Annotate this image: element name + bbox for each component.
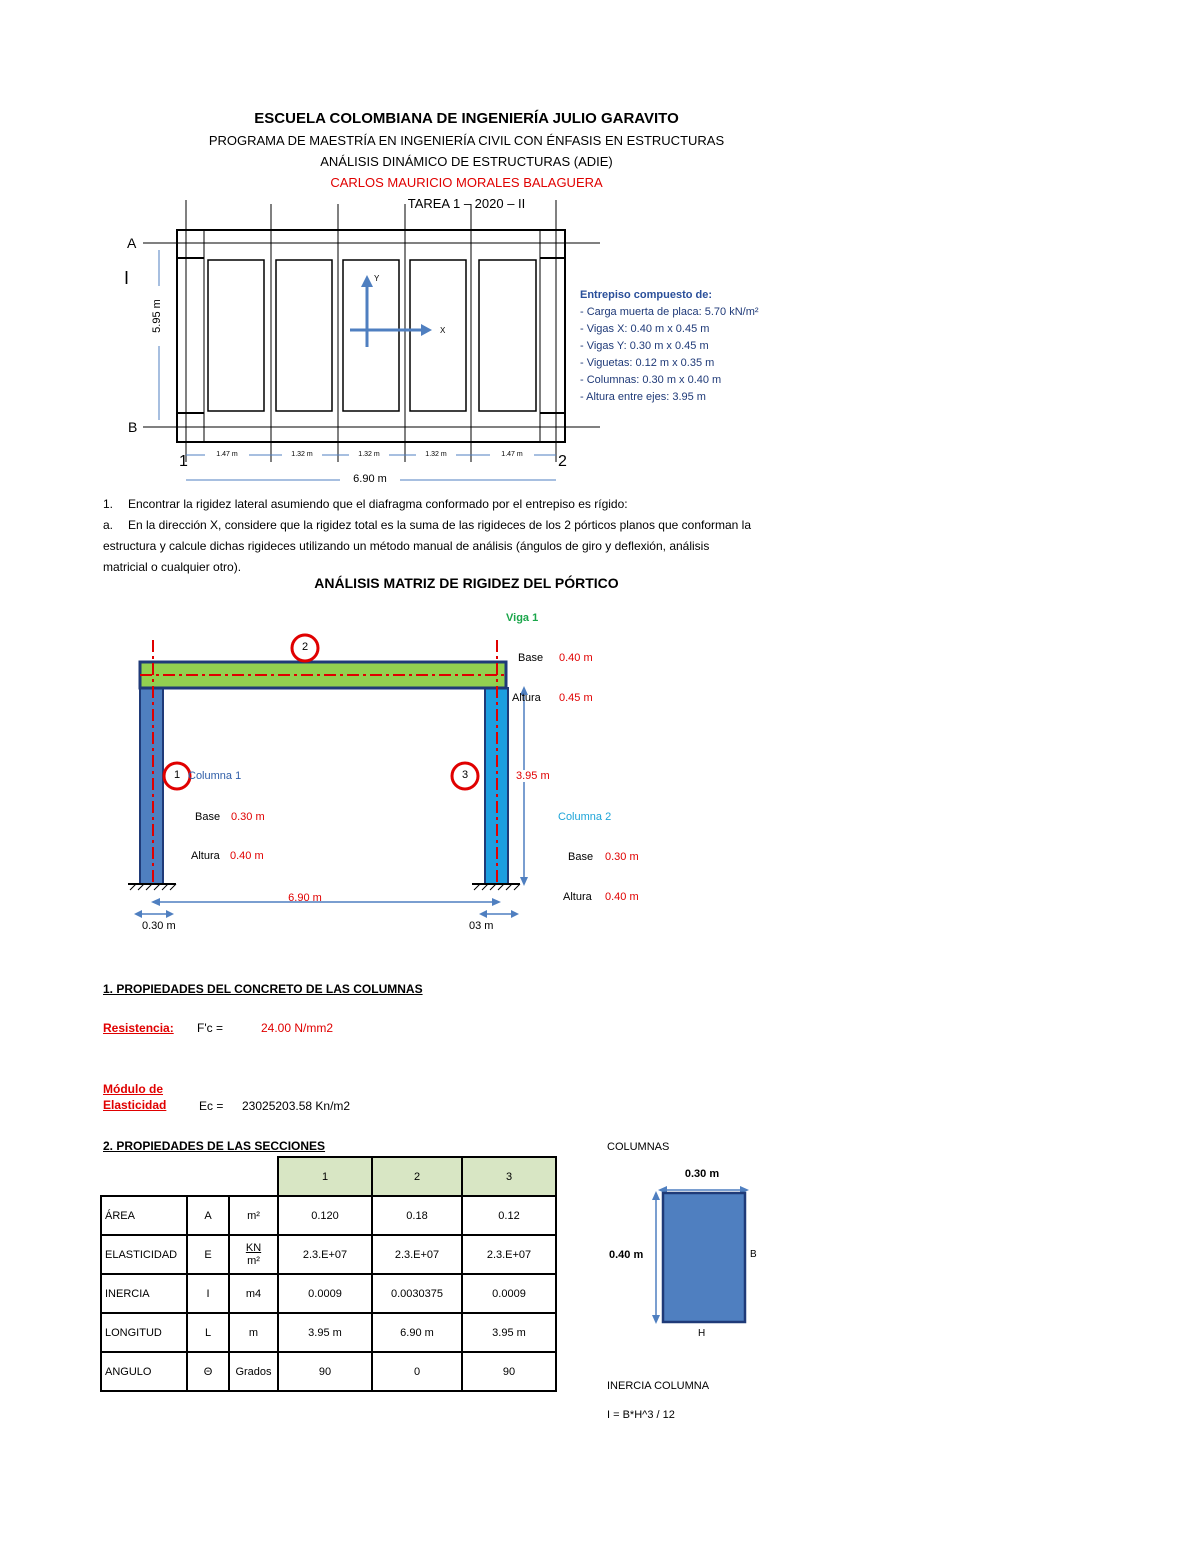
axis-label-2: 2 (558, 453, 567, 470)
column-label-b: B (750, 1249, 757, 1260)
row-value: 0.0009 (278, 1274, 372, 1313)
row-name: ÁREA (101, 1196, 187, 1235)
assignment-title: TAREA 1 – 2020 – II (407, 196, 526, 211)
slab-notes (580, 287, 759, 406)
slab-outline (177, 230, 565, 442)
table-header: 1 (278, 1157, 372, 1196)
row-unit: m² (229, 1196, 278, 1235)
column-2-base-value: 0.30 m (605, 851, 639, 863)
table-row (101, 1196, 556, 1235)
slab-panel (276, 260, 332, 411)
row-value: 0.120 (278, 1196, 372, 1235)
row-name: INERCIA (101, 1274, 187, 1313)
row-value: 0.18 (372, 1196, 462, 1235)
row-value: 0.0030375 (372, 1274, 462, 1313)
row-value: 0.12 (462, 1196, 556, 1235)
slab-panel (343, 260, 399, 411)
column-1-base-label: Base (195, 811, 221, 823)
column-1-height-label: Altura (191, 850, 220, 862)
span-dim: 1.32 m (282, 451, 322, 458)
axis-label-1: 1 (179, 453, 188, 470)
modulus-label-line-1: Módulo de (103, 1082, 163, 1096)
ec-symbol: Ec = (199, 1099, 224, 1113)
fc-symbol: F'c = (197, 1021, 223, 1035)
span-dim: 1.32 m (416, 451, 456, 458)
task-line: matricial o cualquier otro). (103, 560, 242, 574)
column-1-base-value: 0.30 m (231, 811, 265, 823)
row-value: 90 (278, 1352, 372, 1391)
node-label-2: 2 (301, 641, 309, 653)
ec-value: 23025203.58 Kn/m2 (242, 1099, 351, 1113)
span-dim: 1.47 m (490, 451, 534, 458)
column-2-height-label: Altura (563, 891, 592, 903)
row-unit: Grados (229, 1352, 278, 1391)
floor-plan (115, 195, 615, 490)
row-name: ELASTICIDAD (101, 1235, 187, 1274)
row-value: 0 (372, 1352, 462, 1391)
task-number: a. (103, 518, 114, 532)
node-label-3: 3 (461, 769, 469, 781)
column-height-dim: 0.40 m (609, 1249, 644, 1261)
table-row (101, 1235, 556, 1274)
table-header: 2 (372, 1157, 462, 1196)
right-width-dim: 03 m (469, 920, 494, 932)
support-left (128, 884, 176, 890)
task-line: estructura y calcule dichas rigideces utilizando un método manual de análisis (ángulos de giro y deflexión, análisis (103, 539, 710, 553)
task-line: En la dirección X, considere que la rigidez total es la suma de las rigideces de los 2 pórticos planos que conforman la (128, 518, 752, 532)
row-value: 3.95 m (462, 1313, 556, 1352)
column-2-height-value: 0.40 m (605, 891, 639, 903)
row-unit: m (229, 1313, 278, 1352)
notes-item: - Viguetas: 0.12 m x 0.35 m (580, 357, 715, 369)
table-row (101, 1352, 556, 1391)
column-1 (140, 688, 163, 884)
slab-panel (479, 260, 536, 411)
beam-title: Viga 1 (506, 612, 539, 624)
row-unit (229, 1235, 278, 1274)
row-value: 2.3.E+07 (372, 1235, 462, 1274)
column-2-base-label: Base (568, 851, 594, 863)
plan-height-dim: 5.95 m (151, 286, 163, 346)
row-value: 0.0009 (462, 1274, 556, 1313)
span-dim: 1.47 m (205, 451, 249, 458)
table-row (101, 1313, 556, 1352)
row-value: 2.3.E+07 (462, 1235, 556, 1274)
row-name: LONGITUD (101, 1313, 187, 1352)
notes-item: - Carga muerta de placa: 5.70 kN/m² (580, 306, 759, 318)
fc-value: 24.00 N/mm2 (261, 1021, 334, 1035)
frame-height-dim: 3.95 m (516, 770, 550, 782)
notes-item: - Vigas Y: 0.30 m x 0.45 m (580, 340, 709, 352)
beam-base-label: Base (518, 652, 544, 664)
plan-total-dim: 6.90 m (340, 473, 400, 485)
beam-height-label: Altura (512, 692, 541, 704)
frame-title: ANÁLISIS MATRIZ DE RIGIDEZ DEL PÓRTICO (314, 575, 619, 591)
course-title: ANÁLISIS DINÁMICO DE ESTRUCTURAS (ADIE) (320, 154, 613, 169)
unit-numerator: KN (245, 1241, 262, 1254)
row-symbol: L (187, 1313, 229, 1352)
plan-mark-i: I (124, 268, 130, 288)
slab-panel (410, 260, 466, 411)
axis-label-a: A (127, 235, 137, 251)
program-title: PROGRAMA DE MAESTRÍA EN INGENIERÍA CIVIL CON ÉNFASIS EN ESTRUCTURAS (208, 133, 725, 148)
notes-item: - Vigas X: 0.40 m x 0.45 m (580, 323, 710, 335)
row-value: 6.90 m (372, 1313, 462, 1352)
task-text (103, 494, 823, 578)
sections-title: 2. PROPIEDADES DE LAS SECCIONES (103, 1139, 326, 1153)
notes-item: - Columnas: 0.30 m x 0.40 m (580, 374, 722, 386)
unit-denominator: m² (247, 1254, 260, 1267)
row-symbol: E (187, 1235, 229, 1274)
axis-label-b: B (128, 419, 138, 435)
column-section-rect (663, 1193, 745, 1322)
row-name: ANGULO (101, 1352, 187, 1391)
column-2-title: Columna 2 (558, 811, 612, 823)
column-cross-section (640, 1180, 760, 1330)
column-label-h: H (698, 1328, 706, 1339)
author-name: CARLOS MAURICIO MORALES BALAGUERA (330, 175, 603, 190)
frame-span-dim: 6.90 m (288, 892, 322, 904)
columns-section-title: COLUMNAS (607, 1141, 670, 1153)
column-width-dim: 0.30 m (684, 1168, 720, 1180)
table-header-row (101, 1157, 556, 1196)
row-value: 90 (462, 1352, 556, 1391)
row-value: 2.3.E+07 (278, 1235, 372, 1274)
task-line: Encontrar la rigidez lateral asumiendo que el diafragma conformado por el entrepiso es rígido: (128, 497, 628, 511)
column-1-height-value: 0.40 m (230, 850, 264, 862)
row-value: 3.95 m (278, 1313, 372, 1352)
column-1-title: Columna 1 (188, 770, 242, 782)
section-properties-table (100, 1156, 557, 1392)
notes-title: Entrepiso compuesto de: (580, 289, 713, 301)
beam-base-value: 0.40 m (559, 652, 593, 664)
y-axis-label: Y (374, 274, 380, 283)
span-dim: 1.32 m (349, 451, 389, 458)
row-symbol: I (187, 1274, 229, 1313)
row-symbol: Θ (187, 1352, 229, 1391)
notes-item: - Altura entre ejes: 3.95 m (580, 391, 706, 403)
row-unit: m4 (229, 1274, 278, 1313)
resistance-label: Resistencia: (103, 1021, 174, 1035)
inertia-title: INERCIA COLUMNA (607, 1380, 710, 1392)
task-number: 1. (103, 497, 114, 511)
concrete-section-title: 1. PROPIEDADES DEL CONCRETO DE LAS COLUMNAS (103, 982, 423, 996)
table-header: 3 (462, 1157, 556, 1196)
inertia-formula: I = B*H^3 / 12 (607, 1409, 675, 1421)
node-label-1: 1 (173, 769, 181, 781)
slab-panel (208, 260, 264, 411)
table-row (101, 1274, 556, 1313)
x-axis-label: X (440, 326, 446, 335)
modulus-label-line-2: Elasticidad (103, 1098, 167, 1112)
left-width-dim: 0.30 m (142, 920, 176, 932)
row-symbol: A (187, 1196, 229, 1235)
beam-height-value: 0.45 m (559, 692, 593, 704)
support-right (472, 884, 520, 890)
school-title: ESCUELA COLOMBIANA DE INGENIERÍA JULIO GARAVITO (254, 110, 679, 127)
